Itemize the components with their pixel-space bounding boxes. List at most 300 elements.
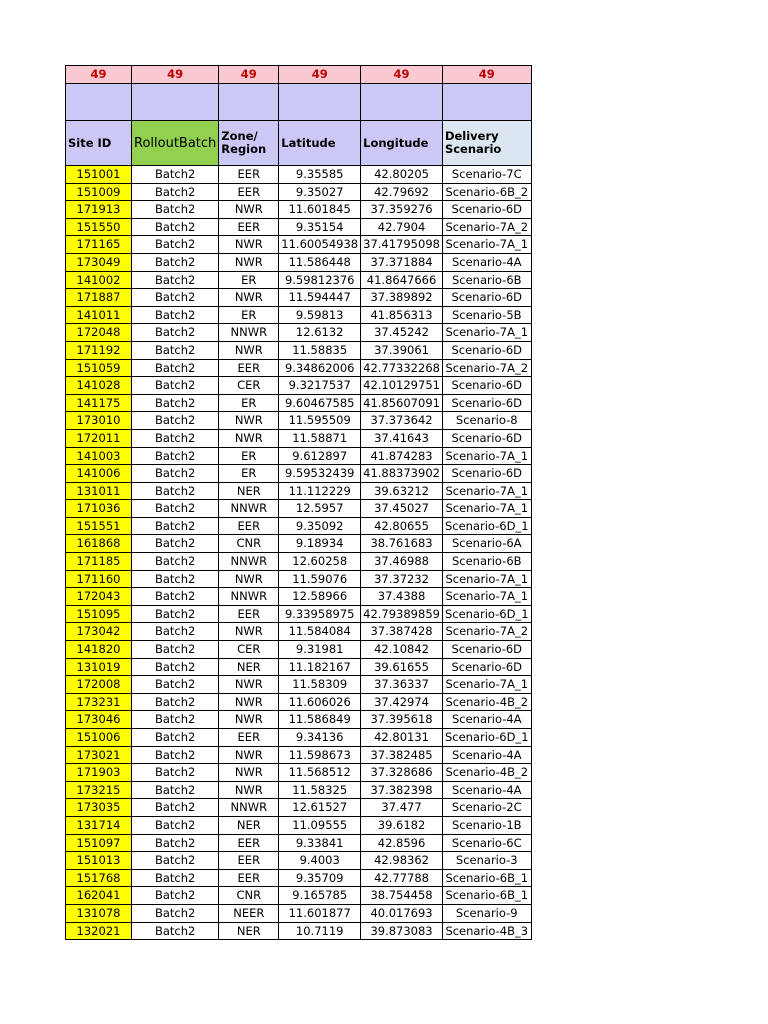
- latitude-cell[interactable]: 9.35092: [279, 517, 361, 535]
- scenario-cell[interactable]: Scenario-7A_1: [442, 570, 531, 588]
- scenario-cell[interactable]: Scenario-3: [442, 852, 531, 870]
- scenario-cell[interactable]: Scenario-1B: [442, 816, 531, 834]
- zone-cell[interactable]: NWR: [219, 289, 279, 307]
- longitude-cell[interactable]: 37.477: [361, 799, 443, 817]
- latitude-cell[interactable]: 10.7119: [279, 922, 361, 940]
- site-id-cell[interactable]: 151013: [66, 852, 132, 870]
- site-id-cell[interactable]: 141002: [66, 271, 132, 289]
- zone-cell[interactable]: EER: [219, 605, 279, 623]
- zone-cell[interactable]: NWR: [219, 341, 279, 359]
- scenario-cell[interactable]: Scenario-4B_2: [442, 693, 531, 711]
- longitude-cell[interactable]: 37.382485: [361, 746, 443, 764]
- header-zone-region[interactable]: Zone/ Region: [219, 121, 279, 166]
- longitude-cell[interactable]: 41.8647666: [361, 271, 443, 289]
- scenario-cell[interactable]: Scenario-7A_1: [442, 236, 531, 254]
- site-id-cell[interactable]: 141820: [66, 641, 132, 659]
- table-row: [66, 253, 532, 271]
- header-rollout-batch[interactable]: RolloutBatch: [132, 121, 219, 166]
- site-id-cell[interactable]: 131714: [66, 816, 132, 834]
- latitude-cell[interactable]: 11.594447: [279, 289, 361, 307]
- latitude-cell[interactable]: 11.598673: [279, 746, 361, 764]
- zone-cell[interactable]: NER: [219, 922, 279, 940]
- site-id-cell[interactable]: 151550: [66, 218, 132, 236]
- batch-cell[interactable]: Batch2: [132, 764, 219, 782]
- scenario-cell[interactable]: Scenario-7A_2: [442, 218, 531, 236]
- batch-cell[interactable]: Batch2: [132, 799, 219, 817]
- longitude-cell[interactable]: 42.80655: [361, 517, 443, 535]
- longitude-cell[interactable]: 42.80131: [361, 729, 443, 747]
- table-row: [66, 218, 532, 236]
- scenario-cell[interactable]: Scenario-6D: [442, 641, 531, 659]
- latitude-cell[interactable]: 11.182167: [279, 658, 361, 676]
- longitude-cell[interactable]: 42.77788: [361, 869, 443, 887]
- table-row: [66, 922, 532, 940]
- longitude-cell[interactable]: 37.39061: [361, 341, 443, 359]
- zone-cell[interactable]: EER: [219, 729, 279, 747]
- zone-cell[interactable]: ER: [219, 394, 279, 412]
- scenario-cell[interactable]: Scenario-7A_1: [442, 588, 531, 606]
- scenario-cell[interactable]: Scenario-4A: [442, 253, 531, 271]
- longitude-cell[interactable]: 42.80205: [361, 166, 443, 184]
- scenario-cell[interactable]: Scenario-7A_1: [442, 500, 531, 518]
- longitude-cell[interactable]: 37.46988: [361, 553, 443, 571]
- latitude-cell[interactable]: 9.3217537: [279, 377, 361, 395]
- site-id-cell[interactable]: 151095: [66, 605, 132, 623]
- site-id-cell[interactable]: 173021: [66, 746, 132, 764]
- longitude-cell[interactable]: 37.395618: [361, 711, 443, 729]
- table-row: [66, 658, 532, 676]
- longitude-cell[interactable]: 42.98362: [361, 852, 443, 870]
- batch-cell[interactable]: Batch2: [132, 271, 219, 289]
- site-id-cell[interactable]: 141003: [66, 447, 132, 465]
- latitude-cell[interactable]: 11.59076: [279, 570, 361, 588]
- batch-cell[interactable]: Batch2: [132, 377, 219, 395]
- scenario-cell[interactable]: Scenario-6D_1: [442, 729, 531, 747]
- site-id-cell[interactable]: 141028: [66, 377, 132, 395]
- longitude-cell[interactable]: 42.79692: [361, 183, 443, 201]
- scenario-cell[interactable]: Scenario-4A: [442, 746, 531, 764]
- batch-cell[interactable]: Batch2: [132, 183, 219, 201]
- latitude-cell[interactable]: 12.6132: [279, 324, 361, 342]
- longitude-cell[interactable]: 37.387428: [361, 623, 443, 641]
- site-id-cell[interactable]: 171160: [66, 570, 132, 588]
- zone-cell[interactable]: ER: [219, 306, 279, 324]
- zone-cell[interactable]: NWR: [219, 412, 279, 430]
- zone-cell[interactable]: NNWR: [219, 324, 279, 342]
- latitude-cell[interactable]: 11.112229: [279, 482, 361, 500]
- zone-cell[interactable]: EER: [219, 218, 279, 236]
- latitude-cell[interactable]: 9.33958975: [279, 605, 361, 623]
- longitude-cell[interactable]: 39.61655: [361, 658, 443, 676]
- scenario-cell[interactable]: Scenario-7C: [442, 166, 531, 184]
- batch-cell[interactable]: Batch2: [132, 535, 219, 553]
- site-id-cell[interactable]: 151001: [66, 166, 132, 184]
- header-latitude[interactable]: Latitude: [279, 121, 361, 166]
- longitude-cell[interactable]: 37.45242: [361, 324, 443, 342]
- site-id-cell[interactable]: 151551: [66, 517, 132, 535]
- batch-cell[interactable]: Batch2: [132, 341, 219, 359]
- longitude-cell[interactable]: 37.371884: [361, 253, 443, 271]
- latitude-cell[interactable]: 11.601845: [279, 201, 361, 219]
- longitude-cell[interactable]: 41.856313: [361, 306, 443, 324]
- zone-cell[interactable]: CER: [219, 377, 279, 395]
- zone-cell[interactable]: NER: [219, 816, 279, 834]
- latitude-cell[interactable]: 9.612897: [279, 447, 361, 465]
- latitude-cell[interactable]: 11.60054938: [279, 236, 361, 254]
- blank-cell[interactable]: [442, 84, 531, 121]
- site-id-cell[interactable]: 132021: [66, 922, 132, 940]
- zone-cell[interactable]: CER: [219, 641, 279, 659]
- longitude-cell[interactable]: 37.4388: [361, 588, 443, 606]
- batch-cell[interactable]: Batch2: [132, 166, 219, 184]
- table-row: [66, 764, 532, 782]
- zone-cell[interactable]: NWR: [219, 746, 279, 764]
- zone-cell[interactable]: EER: [219, 869, 279, 887]
- site-id-cell[interactable]: 172008: [66, 676, 132, 694]
- latitude-cell[interactable]: 9.33841: [279, 834, 361, 852]
- scenario-cell[interactable]: Scenario-6D: [442, 201, 531, 219]
- batch-cell[interactable]: Batch2: [132, 359, 219, 377]
- site-id-cell[interactable]: 151768: [66, 869, 132, 887]
- latitude-cell[interactable]: 11.601877: [279, 904, 361, 922]
- site-id-cell[interactable]: 141006: [66, 465, 132, 483]
- scenario-cell[interactable]: Scenario-7A_1: [442, 324, 531, 342]
- batch-cell[interactable]: Batch2: [132, 306, 219, 324]
- table-row: [66, 834, 532, 852]
- blank-cell[interactable]: [279, 84, 361, 121]
- blank-cell[interactable]: [219, 84, 279, 121]
- latitude-cell[interactable]: 9.35585: [279, 166, 361, 184]
- scenario-cell[interactable]: Scenario-6C: [442, 834, 531, 852]
- longitude-cell[interactable]: 41.874283: [361, 447, 443, 465]
- header-delivery-scenario[interactable]: Delivery Scenario: [442, 121, 531, 166]
- zone-cell[interactable]: NWR: [219, 253, 279, 271]
- scenario-cell[interactable]: Scenario-7A_2: [442, 623, 531, 641]
- table-row: [66, 852, 532, 870]
- site-id-cell[interactable]: 151097: [66, 834, 132, 852]
- zone-cell[interactable]: ER: [219, 465, 279, 483]
- scenario-cell[interactable]: Scenario-8: [442, 412, 531, 430]
- scenario-cell[interactable]: Scenario-6D_1: [442, 605, 531, 623]
- longitude-cell[interactable]: 41.85607091: [361, 394, 443, 412]
- scenario-cell[interactable]: Scenario-7A_2: [442, 359, 531, 377]
- count-cell[interactable]: 49: [442, 66, 531, 84]
- table-row: [66, 341, 532, 359]
- scenario-cell[interactable]: Scenario-6D: [442, 377, 531, 395]
- zone-cell[interactable]: NWR: [219, 764, 279, 782]
- latitude-cell[interactable]: 11.568512: [279, 764, 361, 782]
- site-id-cell[interactable]: 131078: [66, 904, 132, 922]
- table-row: [66, 605, 532, 623]
- site-id-cell[interactable]: 151006: [66, 729, 132, 747]
- latitude-cell[interactable]: 12.58966: [279, 588, 361, 606]
- latitude-cell[interactable]: 11.58309: [279, 676, 361, 694]
- blank-header-row: [66, 84, 532, 121]
- zone-cell[interactable]: EER: [219, 183, 279, 201]
- scenario-cell[interactable]: Scenario-5B: [442, 306, 531, 324]
- latitude-cell[interactable]: 11.58835: [279, 341, 361, 359]
- site-id-cell[interactable]: 171887: [66, 289, 132, 307]
- batch-cell[interactable]: Batch2: [132, 729, 219, 747]
- latitude-cell[interactable]: 9.35027: [279, 183, 361, 201]
- longitude-cell[interactable]: 37.373642: [361, 412, 443, 430]
- zone-cell[interactable]: NER: [219, 658, 279, 676]
- site-id-cell[interactable]: 172048: [66, 324, 132, 342]
- batch-cell[interactable]: Batch2: [132, 711, 219, 729]
- zone-cell[interactable]: NNWR: [219, 553, 279, 571]
- batch-cell[interactable]: Batch2: [132, 676, 219, 694]
- count-cell[interactable]: 49: [219, 66, 279, 84]
- latitude-cell[interactable]: 9.165785: [279, 887, 361, 905]
- site-id-cell[interactable]: 141011: [66, 306, 132, 324]
- latitude-cell[interactable]: 9.18934: [279, 535, 361, 553]
- scenario-cell[interactable]: Scenario-4A: [442, 711, 531, 729]
- batch-cell[interactable]: Batch2: [132, 834, 219, 852]
- site-id-cell[interactable]: 173010: [66, 412, 132, 430]
- latitude-cell[interactable]: 9.4003: [279, 852, 361, 870]
- batch-cell[interactable]: Batch2: [132, 605, 219, 623]
- latitude-cell[interactable]: 11.584084: [279, 623, 361, 641]
- scenario-cell[interactable]: Scenario-6D: [442, 429, 531, 447]
- site-id-cell[interactable]: 162041: [66, 887, 132, 905]
- scenario-cell[interactable]: Scenario-4A: [442, 781, 531, 799]
- latitude-cell[interactable]: 9.59812376: [279, 271, 361, 289]
- zone-cell[interactable]: EER: [219, 834, 279, 852]
- batch-cell[interactable]: Batch2: [132, 746, 219, 764]
- longitude-cell[interactable]: 37.328686: [361, 764, 443, 782]
- site-id-cell[interactable]: 173215: [66, 781, 132, 799]
- site-id-cell[interactable]: 161868: [66, 535, 132, 553]
- site-id-cell[interactable]: 171192: [66, 341, 132, 359]
- longitude-cell[interactable]: 38.761683: [361, 535, 443, 553]
- scenario-cell[interactable]: Scenario-6D: [442, 341, 531, 359]
- table-row: [66, 359, 532, 377]
- scenario-cell[interactable]: Scenario-9: [442, 904, 531, 922]
- batch-cell[interactable]: Batch2: [132, 517, 219, 535]
- zone-cell[interactable]: NWR: [219, 570, 279, 588]
- batch-cell[interactable]: Batch2: [132, 852, 219, 870]
- batch-cell[interactable]: Batch2: [132, 904, 219, 922]
- table-row: [66, 693, 532, 711]
- scenario-cell[interactable]: Scenario-4B_2: [442, 764, 531, 782]
- zone-cell[interactable]: NWR: [219, 201, 279, 219]
- zone-cell[interactable]: NWR: [219, 693, 279, 711]
- scenario-cell[interactable]: Scenario-6D: [442, 658, 531, 676]
- latitude-cell[interactable]: 11.606026: [279, 693, 361, 711]
- scenario-cell[interactable]: Scenario-6A: [442, 535, 531, 553]
- scenario-cell[interactable]: Scenario-6B: [442, 553, 531, 571]
- site-id-cell[interactable]: 173046: [66, 711, 132, 729]
- count-cell[interactable]: 49: [132, 66, 219, 84]
- batch-cell[interactable]: Batch2: [132, 412, 219, 430]
- zone-cell[interactable]: EER: [219, 166, 279, 184]
- latitude-cell[interactable]: 11.586849: [279, 711, 361, 729]
- zone-cell[interactable]: EER: [219, 852, 279, 870]
- longitude-cell[interactable]: 39.6182: [361, 816, 443, 834]
- latitude-cell[interactable]: 9.34136: [279, 729, 361, 747]
- blank-cell[interactable]: [66, 84, 132, 121]
- batch-cell[interactable]: Batch2: [132, 623, 219, 641]
- scenario-cell[interactable]: Scenario-6B_1: [442, 869, 531, 887]
- batch-cell[interactable]: Batch2: [132, 429, 219, 447]
- zone-cell[interactable]: NEER: [219, 904, 279, 922]
- table-row: [66, 517, 532, 535]
- longitude-cell[interactable]: 37.37232: [361, 570, 443, 588]
- count-cell[interactable]: 49: [279, 66, 361, 84]
- zone-cell[interactable]: NER: [219, 482, 279, 500]
- header-longitude[interactable]: Longitude: [361, 121, 443, 166]
- batch-cell[interactable]: Batch2: [132, 693, 219, 711]
- batch-cell[interactable]: Batch2: [132, 781, 219, 799]
- longitude-cell[interactable]: 40.017693: [361, 904, 443, 922]
- batch-cell[interactable]: Batch2: [132, 658, 219, 676]
- zone-cell[interactable]: CNR: [219, 535, 279, 553]
- zone-cell[interactable]: ER: [219, 271, 279, 289]
- table-row: [66, 746, 532, 764]
- longitude-cell[interactable]: 38.754458: [361, 887, 443, 905]
- site-id-cell[interactable]: 173042: [66, 623, 132, 641]
- batch-cell[interactable]: Batch2: [132, 236, 219, 254]
- batch-cell[interactable]: Batch2: [132, 887, 219, 905]
- site-id-cell[interactable]: 151009: [66, 183, 132, 201]
- batch-cell[interactable]: Batch2: [132, 869, 219, 887]
- scenario-cell[interactable]: Scenario-6D: [442, 465, 531, 483]
- batch-cell[interactable]: Batch2: [132, 394, 219, 412]
- site-id-cell[interactable]: 172011: [66, 429, 132, 447]
- latitude-cell[interactable]: 9.35154: [279, 218, 361, 236]
- site-id-cell[interactable]: 173035: [66, 799, 132, 817]
- latitude-cell[interactable]: 9.59532439: [279, 465, 361, 483]
- batch-cell[interactable]: Batch2: [132, 465, 219, 483]
- latitude-cell[interactable]: 11.586448: [279, 253, 361, 271]
- header-site-id[interactable]: Site ID: [66, 121, 132, 166]
- table-row: [66, 623, 532, 641]
- latitude-cell[interactable]: 11.58325: [279, 781, 361, 799]
- longitude-cell[interactable]: 42.7904: [361, 218, 443, 236]
- latitude-cell[interactable]: 11.595509: [279, 412, 361, 430]
- blank-cell[interactable]: [132, 84, 219, 121]
- zone-cell[interactable]: NWR: [219, 711, 279, 729]
- batch-cell[interactable]: Batch2: [132, 289, 219, 307]
- zone-cell[interactable]: NNWR: [219, 588, 279, 606]
- site-id-cell[interactable]: 131019: [66, 658, 132, 676]
- batch-cell[interactable]: Batch2: [132, 482, 219, 500]
- batch-cell[interactable]: Batch2: [132, 588, 219, 606]
- scenario-cell[interactable]: Scenario-6D: [442, 289, 531, 307]
- scenario-cell[interactable]: Scenario-4B_3: [442, 922, 531, 940]
- scenario-cell[interactable]: Scenario-6B_2: [442, 183, 531, 201]
- latitude-cell[interactable]: 12.61527: [279, 799, 361, 817]
- batch-cell[interactable]: Batch2: [132, 816, 219, 834]
- batch-cell[interactable]: Batch2: [132, 570, 219, 588]
- blank-cell[interactable]: [361, 84, 443, 121]
- latitude-cell[interactable]: 12.5957: [279, 500, 361, 518]
- zone-cell[interactable]: NWR: [219, 429, 279, 447]
- scenario-cell[interactable]: Scenario-2C: [442, 799, 531, 817]
- longitude-cell[interactable]: 37.36337: [361, 676, 443, 694]
- site-id-cell[interactable]: 173231: [66, 693, 132, 711]
- scenario-cell[interactable]: Scenario-7A_1: [442, 482, 531, 500]
- zone-cell[interactable]: NWR: [219, 676, 279, 694]
- longitude-cell[interactable]: 42.79389859: [361, 605, 443, 623]
- scenario-cell[interactable]: Scenario-6D_1: [442, 517, 531, 535]
- latitude-cell[interactable]: 9.34862006: [279, 359, 361, 377]
- batch-cell[interactable]: Batch2: [132, 641, 219, 659]
- site-id-cell[interactable]: 131011: [66, 482, 132, 500]
- longitude-cell[interactable]: 41.88373902: [361, 465, 443, 483]
- longitude-cell[interactable]: 37.41795098: [361, 236, 443, 254]
- site-id-cell[interactable]: 151059: [66, 359, 132, 377]
- table-row: [66, 676, 532, 694]
- longitude-cell[interactable]: 42.8596: [361, 834, 443, 852]
- batch-cell[interactable]: Batch2: [132, 201, 219, 219]
- latitude-cell[interactable]: 9.59813: [279, 306, 361, 324]
- zone-cell[interactable]: NWR: [219, 236, 279, 254]
- zone-cell[interactable]: NNWR: [219, 799, 279, 817]
- batch-cell[interactable]: Batch2: [132, 218, 219, 236]
- site-id-cell[interactable]: 171165: [66, 236, 132, 254]
- batch-cell[interactable]: Batch2: [132, 500, 219, 518]
- count-cell[interactable]: 49: [66, 66, 132, 84]
- zone-cell[interactable]: NWR: [219, 781, 279, 799]
- table-row: [66, 394, 532, 412]
- latitude-cell[interactable]: 12.60258: [279, 553, 361, 571]
- latitude-cell[interactable]: 11.09555: [279, 816, 361, 834]
- batch-cell[interactable]: Batch2: [132, 922, 219, 940]
- count-cell[interactable]: 49: [361, 66, 443, 84]
- site-id-cell[interactable]: 171913: [66, 201, 132, 219]
- site-id-cell[interactable]: 171036: [66, 500, 132, 518]
- longitude-cell[interactable]: 37.41643: [361, 429, 443, 447]
- longitude-cell[interactable]: 37.45027: [361, 500, 443, 518]
- zone-cell[interactable]: NNWR: [219, 500, 279, 518]
- zone-cell[interactable]: ER: [219, 447, 279, 465]
- longitude-cell[interactable]: 37.42974: [361, 693, 443, 711]
- longitude-cell[interactable]: 42.10129751: [361, 377, 443, 395]
- batch-cell[interactable]: Batch2: [132, 253, 219, 271]
- latitude-cell[interactable]: 11.58871: [279, 429, 361, 447]
- scenario-cell[interactable]: Scenario-7A_1: [442, 447, 531, 465]
- longitude-cell[interactable]: 37.389892: [361, 289, 443, 307]
- batch-cell[interactable]: Batch2: [132, 447, 219, 465]
- longitude-cell[interactable]: 37.359276: [361, 201, 443, 219]
- latitude-cell[interactable]: 9.31981: [279, 641, 361, 659]
- latitude-cell[interactable]: 9.35709: [279, 869, 361, 887]
- zone-cell[interactable]: EER: [219, 517, 279, 535]
- longitude-cell[interactable]: 39.63212: [361, 482, 443, 500]
- zone-cell[interactable]: CNR: [219, 887, 279, 905]
- scenario-cell[interactable]: Scenario-6B_1: [442, 887, 531, 905]
- site-id-cell[interactable]: 173049: [66, 253, 132, 271]
- zone-cell[interactable]: EER: [219, 359, 279, 377]
- site-id-cell[interactable]: 171185: [66, 553, 132, 571]
- longitude-cell[interactable]: 37.382398: [361, 781, 443, 799]
- scenario-cell[interactable]: Scenario-6D: [442, 394, 531, 412]
- longitude-cell[interactable]: 39.873083: [361, 922, 443, 940]
- table-row: [66, 869, 532, 887]
- zone-cell[interactable]: NWR: [219, 623, 279, 641]
- longitude-cell[interactable]: 42.10842: [361, 641, 443, 659]
- batch-cell[interactable]: Batch2: [132, 324, 219, 342]
- site-id-cell[interactable]: 172043: [66, 588, 132, 606]
- latitude-cell[interactable]: 9.60467585: [279, 394, 361, 412]
- site-id-cell[interactable]: 171903: [66, 764, 132, 782]
- longitude-cell[interactable]: 42.77332268: [361, 359, 443, 377]
- scenario-cell[interactable]: Scenario-6B: [442, 271, 531, 289]
- batch-cell[interactable]: Batch2: [132, 553, 219, 571]
- scenario-cell[interactable]: Scenario-7A_1: [442, 676, 531, 694]
- site-id-cell[interactable]: 141175: [66, 394, 132, 412]
